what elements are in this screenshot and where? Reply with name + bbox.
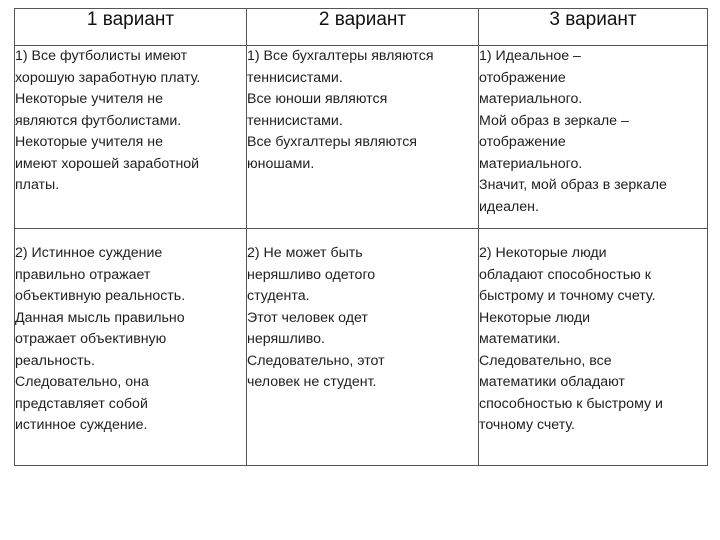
cell-line: математики. [479, 331, 561, 347]
cell-line: Данная мысль правильно [15, 309, 185, 326]
cell-line: теннисистами. [247, 69, 343, 86]
cell-line: теннисистами. [247, 112, 343, 129]
cell-line: Значит, мой образ в зеркале [479, 177, 667, 193]
cell-line: Некоторые люди [479, 309, 591, 326]
cell-line: студента. [247, 288, 310, 304]
cell-line: способностью к быстрому и [479, 395, 663, 412]
cell-line: Следовательно, этот [247, 352, 385, 369]
cell-line: быстрому и точному счету. [479, 288, 656, 304]
cell-line: 2) Некоторые люди [479, 245, 607, 261]
cell-line: Все бухгалтеры являются [247, 134, 417, 150]
variants-table [14, 8, 708, 466]
cell-line: являются футболистами. [15, 112, 182, 129]
cell-line: Некоторые учителя не [15, 91, 164, 107]
cell-line: хорошую заработную плату. [15, 69, 201, 86]
cell-line: неряшливо. [247, 331, 325, 347]
cell-line: юношами. [247, 155, 315, 172]
cell-line: человек не студент. [247, 374, 377, 390]
cell-line: материального. [479, 155, 583, 172]
cell-line: 1) Все бухгалтеры являются [247, 48, 434, 64]
cell-v3-task1 [479, 46, 708, 229]
cell-line: Следовательно, она [15, 374, 149, 390]
cell-line: платы. [15, 177, 60, 193]
cell-line: отображение [479, 134, 566, 150]
cell-line: математики обладают [479, 374, 625, 390]
cell-line: Некоторые учителя не [15, 134, 164, 150]
table-row [15, 46, 708, 229]
cell-line: Все юноши являются [247, 91, 388, 107]
cell-line: правильно отражает [15, 266, 151, 283]
cell-line: 1) Идеальное – [479, 48, 581, 64]
cell-line: отражает объективную [15, 331, 167, 347]
cell-line: объективную реальность. [15, 288, 186, 304]
cell-line: Мой образ в зеркале – [479, 112, 629, 129]
cell-line: 1) Все футболисты имеют [15, 48, 188, 64]
table-row [15, 229, 708, 466]
cell-v2-task2 [247, 229, 479, 466]
header-variant-3: 3 вариант [479, 9, 708, 46]
cell-line: истинное суждение. [15, 417, 148, 433]
cell-line: отображение [479, 69, 566, 86]
cell-line: имеют хорошей заработной [15, 155, 200, 172]
cell-v2-task1 [247, 46, 479, 229]
cell-line: Этот человек одет [247, 309, 368, 326]
cell-line: представляет собой [15, 395, 148, 412]
cell-line: обладают способностью к [479, 266, 651, 283]
cell-line: точному счету. [479, 417, 575, 433]
cell-line: реальность. [15, 352, 95, 369]
cell-line: неряшливо одетого [247, 266, 376, 283]
cell-line: 2) Не может быть [247, 245, 363, 261]
cell-v3-task2 [479, 229, 708, 466]
header-row [15, 9, 708, 46]
cell-line: 2) Истинное суждение [15, 245, 163, 261]
cell-v1-task2 [15, 229, 247, 466]
cell-v1-task1 [15, 46, 247, 229]
header-variant-2: 2 вариант [247, 9, 479, 46]
header-variant-1: 1 вариант [15, 9, 247, 46]
cell-line: Следовательно, все [479, 352, 612, 369]
cell-line: материального. [479, 91, 583, 107]
cell-line: идеален. [479, 198, 539, 215]
